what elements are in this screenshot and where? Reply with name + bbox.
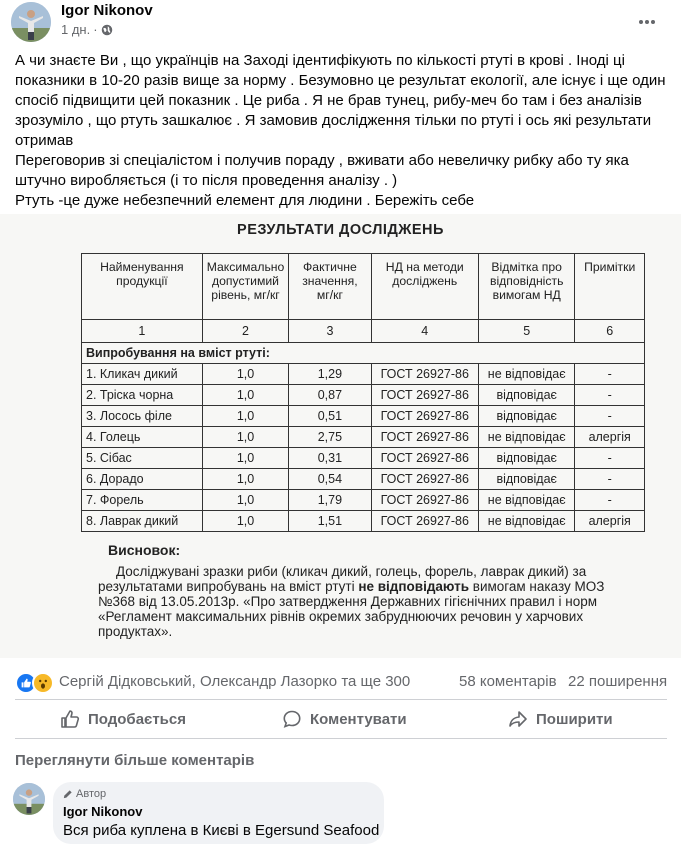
cell-note: -	[575, 469, 645, 490]
post-paragraph: Переговорив зі спеціалістом і получив пораду , вживати або невеличку рибку або ту яка штучно виробляється (і то після проведення аналізу . )	[15, 152, 629, 189]
cell-note: -	[575, 448, 645, 469]
table-row	[82, 490, 645, 511]
post-meta: 1 дн. ·	[61, 22, 113, 37]
cell-actual: 0,54	[289, 469, 371, 490]
section-title: Випробування на вміст ртуті:	[82, 343, 645, 364]
column-number: 4	[371, 320, 479, 343]
author-badge	[63, 788, 106, 800]
cell-status: не відповідає	[479, 511, 575, 532]
pencil-icon	[63, 789, 73, 799]
cell-actual: 1,79	[289, 490, 371, 511]
post-time[interactable]: 1 дн.	[61, 22, 91, 37]
header-cell: Найменування продукції	[82, 254, 203, 320]
cell-method: ГОСТ 26927-86	[371, 448, 479, 469]
cell-name: 7. Форель	[82, 490, 203, 511]
post-stats	[0, 663, 681, 699]
wow-icon	[32, 672, 54, 694]
reaction-icons[interactable]	[15, 672, 54, 694]
cell-actual: 1,29	[289, 364, 371, 385]
comment-label: Коментувати	[310, 710, 407, 728]
cell-method: ГОСТ 26927-86	[371, 469, 479, 490]
cell-actual: 0,51	[289, 406, 371, 427]
author-badge-label: Автор	[76, 788, 107, 800]
cell-status: відповідає	[479, 448, 575, 469]
table-row	[82, 427, 645, 448]
cell-name: 3. Лосось філе	[82, 406, 203, 427]
column-number-row	[82, 320, 645, 343]
cell-max: 1,0	[202, 364, 289, 385]
post-paragraph: А чи знаєте Ви , що українців на Заході ідентифікують по кількості ртуті в крові . Іноді ці показники в 10-20 разів вище за норму . Безумовно це результат екології, але існує і ще один спосіб підвищити цей показник . Це риба . Я не брав тунец, рибу-меч бо там і без аналізів зрозуміло , що ртуть зашкалює . Я замовив дослідження тільки по ртуті і ось які результати отримав	[15, 52, 666, 149]
column-number: 1	[82, 320, 203, 343]
post-paragraph: Ртуть -це дуже небезпечний елемент для людини . Бережіть себе	[15, 192, 475, 209]
cell-name: 2. Тріска чорна	[82, 385, 203, 406]
comments-count[interactable]: 58 коментарів	[459, 673, 557, 690]
cell-actual: 2,75	[289, 427, 371, 448]
cell-method: ГОСТ 26927-86	[371, 490, 479, 511]
cell-max: 1,0	[202, 490, 289, 511]
conclusion-text	[98, 564, 618, 639]
table-row	[82, 364, 645, 385]
cell-actual: 0,87	[289, 385, 371, 406]
header-cell: НД на методи досліджень	[371, 254, 479, 320]
cell-status: відповідає	[479, 406, 575, 427]
column-number: 5	[479, 320, 575, 343]
cell-name: 4. Голець	[82, 427, 203, 448]
author-name[interactable]: Igor Nikonov	[61, 2, 153, 19]
cell-status: не відповідає	[479, 490, 575, 511]
conclusion-heading: Висновок:	[108, 542, 181, 558]
cell-method: ГОСТ 26927-86	[371, 364, 479, 385]
cell-status: не відповідає	[479, 364, 575, 385]
comment-button[interactable]	[282, 700, 407, 738]
table-row	[82, 385, 645, 406]
table-row	[82, 448, 645, 469]
conclusion-part: Досліджувані зразки риби (кликач дикий, голець, форель, лаврак дикий) за результатами випробувань на вміст ртуті	[98, 564, 587, 594]
cell-status: відповідає	[479, 385, 575, 406]
table-row	[82, 511, 645, 532]
view-more-comments-link[interactable]: Переглянути більше коментарів	[15, 752, 255, 769]
cell-actual: 0,31	[289, 448, 371, 469]
comment-bubble	[53, 782, 384, 844]
post-header	[0, 0, 681, 44]
comment-text: Вся риба куплена в Києві в Egersund Seafood	[63, 822, 380, 839]
cell-name: 8. Лаврак дикий	[82, 511, 203, 532]
cell-max: 1,0	[202, 469, 289, 490]
cell-name: 5. Сібас	[82, 448, 203, 469]
share-label: Поширити	[536, 710, 613, 728]
cell-method: ГОСТ 26927-86	[371, 406, 479, 427]
cell-name: 6. Дорадо	[82, 469, 203, 490]
share-icon	[508, 709, 528, 729]
document-title: РЕЗУЛЬТАТИ ДОСЛІДЖЕНЬ	[237, 222, 444, 238]
cell-actual: 1,51	[289, 511, 371, 532]
globe-icon	[101, 24, 113, 36]
attached-document-image[interactable]	[0, 214, 681, 658]
cell-max: 1,0	[202, 385, 289, 406]
cell-note: -	[575, 490, 645, 511]
conclusion-bold: не відповідають	[358, 579, 470, 594]
cell-note: -	[575, 364, 645, 385]
cell-max: 1,0	[202, 427, 289, 448]
reactors-summary[interactable]: Сергій Дідковський, Олександр Лазорко та ще 300	[59, 673, 411, 690]
author-avatar[interactable]	[11, 2, 51, 42]
cell-note: -	[575, 385, 645, 406]
cell-method: ГОСТ 26927-86	[371, 511, 479, 532]
header-cell: Максимально допустимий рівень, мг/кг	[202, 254, 289, 320]
comment-author-avatar[interactable]	[13, 783, 45, 815]
like-label: Подобається	[88, 710, 186, 728]
comment-icon	[282, 709, 302, 729]
cell-note: алергія	[575, 511, 645, 532]
table-row	[82, 406, 645, 427]
conclusion-part: вимогам наказу МОЗ №368 від 13.05.2013р. «Про затвердження Державних гігієнічних правил і норм «Регламент максимальних рівнів окремих забруднюючих речовин у харчових продуктах».	[98, 579, 605, 639]
like-button[interactable]	[60, 700, 186, 738]
cell-name: 1. Кликач дикий	[82, 364, 203, 385]
post-text	[15, 51, 670, 211]
cell-method: ГОСТ 26927-86	[371, 385, 479, 406]
more-options-icon[interactable]	[637, 12, 657, 32]
results-table	[81, 253, 645, 532]
table-header-row	[82, 254, 645, 320]
cell-method: ГОСТ 26927-86	[371, 427, 479, 448]
comment-author[interactable]: Igor Nikonov	[63, 804, 143, 819]
header-cell: Фактичне значення, мг/кг	[289, 254, 371, 320]
shares-count[interactable]: 22 поширення	[568, 673, 668, 690]
column-number: 6	[575, 320, 645, 343]
cell-max: 1,0	[202, 511, 289, 532]
cell-status: відповідає	[479, 469, 575, 490]
column-number: 2	[202, 320, 289, 343]
post-actions	[0, 700, 681, 738]
header-cell: Примітки	[575, 254, 645, 320]
section-row	[82, 343, 645, 364]
cell-note: -	[575, 406, 645, 427]
column-number: 3	[289, 320, 371, 343]
share-button[interactable]	[508, 700, 613, 738]
cell-status: не відповідає	[479, 427, 575, 448]
table-row	[82, 469, 645, 490]
cell-max: 1,0	[202, 448, 289, 469]
like-icon	[60, 709, 80, 729]
divider	[15, 738, 667, 739]
cell-max: 1,0	[202, 406, 289, 427]
header-cell: Відмітка про відповідність вимогам НД	[479, 254, 575, 320]
cell-note: алергія	[575, 427, 645, 448]
